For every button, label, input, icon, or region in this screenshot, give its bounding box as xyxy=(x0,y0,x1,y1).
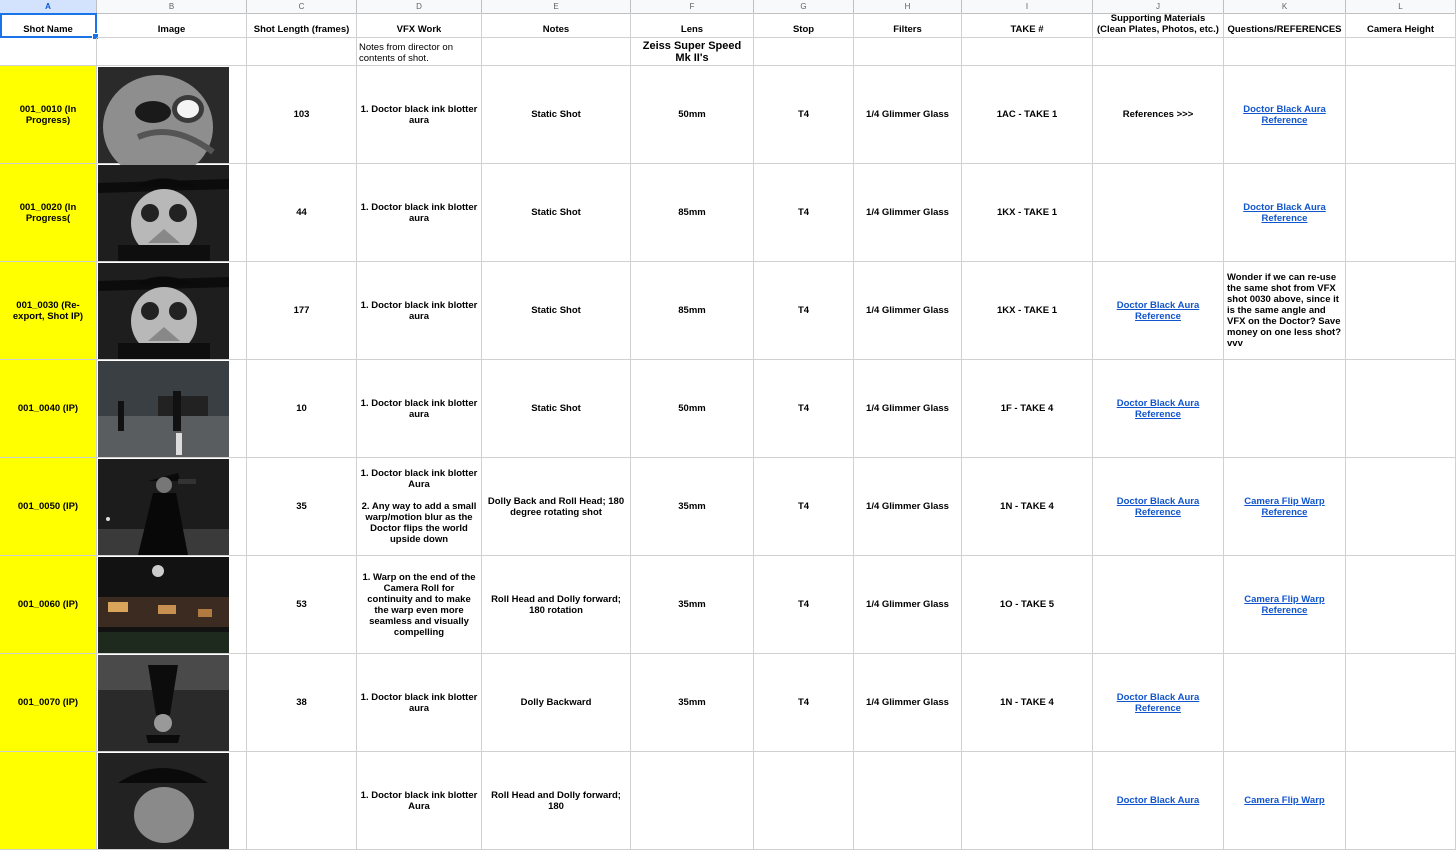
image-cell[interactable] xyxy=(97,360,247,458)
notes-cell[interactable] xyxy=(482,752,631,850)
supporting-link[interactable]: Doctor Black Aura Reference xyxy=(1116,495,1200,518)
filter-value: 1/4 Glimmer Glass xyxy=(866,207,949,218)
shot-length-cell[interactable] xyxy=(247,360,357,458)
supporting-cell[interactable] xyxy=(1093,360,1224,458)
vfx-work-item: 1. Doctor black ink blotter Aura xyxy=(360,789,478,812)
shot-length-cell[interactable] xyxy=(247,458,357,556)
vfx-work-cell[interactable] xyxy=(357,164,482,262)
table-row xyxy=(0,458,1456,556)
column-letter-j[interactable]: J xyxy=(1093,0,1224,13)
stop-value: T4 xyxy=(797,697,810,708)
shot-name-cell[interactable] xyxy=(0,360,97,458)
header-shot-name-label: Shot Name xyxy=(23,24,73,35)
vfx-work-cell[interactable] xyxy=(357,458,482,556)
lens-cell[interactable] xyxy=(631,360,754,458)
sub-cell-i[interactable] xyxy=(962,38,1093,66)
notes-text: Roll Head and Dolly forward; 180 rotation xyxy=(491,593,621,616)
column-letter-c[interactable]: C xyxy=(247,0,357,13)
header-camera-height[interactable]: Camera Height xyxy=(1346,13,1456,38)
vfx-work-cell[interactable] xyxy=(357,752,482,850)
column-letter-a[interactable]: A xyxy=(0,0,97,13)
sub-lens-note[interactable]: Zeiss Super Speed Mk II's xyxy=(631,38,754,66)
shot-name: 001_0050 (IP) xyxy=(17,501,79,512)
take-value: 1N - TAKE 4 xyxy=(1000,697,1054,708)
header-notes[interactable]: Notes xyxy=(482,13,631,38)
shot-length: 53 xyxy=(296,599,307,610)
lens-cell[interactable] xyxy=(631,654,754,752)
vfx-work-cell[interactable] xyxy=(357,360,482,458)
shot-name-cell[interactable] xyxy=(0,556,97,654)
take-value: 1KX - TAKE 1 xyxy=(996,305,1057,316)
shot-length: 10 xyxy=(296,403,307,414)
table-row xyxy=(0,654,1456,752)
vfx-work-item: 1. Warp on the end of the Camera Roll for continuity and to make the warp even more seamless and visually compelling xyxy=(362,571,476,638)
vfx-work-item: 1. Doctor black ink blotter aura xyxy=(360,397,478,420)
thumbnail-image xyxy=(98,459,229,555)
lens-value: 50mm xyxy=(678,403,706,414)
column-letter-g[interactable]: G xyxy=(754,0,854,13)
stop-cell[interactable] xyxy=(754,262,854,360)
filters-cell[interactable] xyxy=(854,654,962,752)
notes-text: Static Shot xyxy=(531,207,581,218)
column-letter-h[interactable]: H xyxy=(854,0,962,13)
shot-name-cell[interactable] xyxy=(0,262,97,360)
filters-cell[interactable] xyxy=(854,262,962,360)
vfx-work-cell[interactable] xyxy=(357,654,482,752)
lens-value: 35mm xyxy=(678,501,706,512)
stop-value: T4 xyxy=(797,109,810,120)
header-image[interactable]: Image xyxy=(97,13,247,38)
camera-height-cell[interactable] xyxy=(1346,458,1456,556)
filters-cell[interactable] xyxy=(854,458,962,556)
image-cell[interactable] xyxy=(97,164,247,262)
questions-link[interactable]: Camera Flip Warp Reference xyxy=(1244,593,1325,616)
questions-link[interactable]: Camera Flip Warp Reference xyxy=(1244,495,1325,518)
shot-length: 35 xyxy=(296,501,307,512)
notes-cell[interactable] xyxy=(482,66,631,164)
shot-thumbnail[interactable] xyxy=(98,165,229,261)
shot-length-cell[interactable] xyxy=(247,164,357,262)
image-cell[interactable] xyxy=(97,556,247,654)
shot-length: 177 xyxy=(293,305,310,316)
lens-cell[interactable] xyxy=(631,164,754,262)
sub-cell-e[interactable] xyxy=(482,38,631,66)
filters-cell[interactable] xyxy=(854,66,962,164)
shot-name: 001_0020 (In Progress( xyxy=(19,201,77,224)
shot-name: 001_0070 (IP) xyxy=(17,697,79,708)
supporting-link[interactable]: Doctor Black Aura Reference xyxy=(1116,691,1200,714)
shot-name: 001_0010 (In Progress) xyxy=(19,103,77,126)
supporting-cell[interactable] xyxy=(1093,66,1224,164)
questions-cell[interactable] xyxy=(1224,164,1346,262)
questions-text: Wonder if we can re-use the same shot from VFX shot 0030 above, since it is the same angle and VFX on the Doctor? Save money on one less shot? vvv xyxy=(1227,272,1342,349)
thumbnail-image xyxy=(98,655,229,751)
header-take[interactable]: TAKE # xyxy=(962,13,1093,38)
shot-length-cell[interactable] xyxy=(247,556,357,654)
lens-cell[interactable] xyxy=(631,458,754,556)
sub-cell-c[interactable] xyxy=(247,38,357,66)
sub-vfx-note[interactable]: Notes from director on contents of shot. xyxy=(357,38,482,66)
shot-length: 103 xyxy=(293,109,310,120)
questions-cell[interactable] xyxy=(1224,360,1346,458)
notes-text: Dolly Back and Roll Head; 180 degree rotating shot xyxy=(487,495,625,518)
stop-cell[interactable] xyxy=(754,654,854,752)
header-vfx-work[interactable]: VFX Work xyxy=(357,13,482,38)
notes-cell[interactable] xyxy=(482,556,631,654)
notes-cell[interactable] xyxy=(482,360,631,458)
lens-cell[interactable] xyxy=(631,262,754,360)
stop-value: T4 xyxy=(797,305,810,316)
filters-cell[interactable] xyxy=(854,752,962,850)
take-value: 1N - TAKE 4 xyxy=(1000,501,1054,512)
notes-text: Static Shot xyxy=(531,403,581,414)
header-questions[interactable]: Questions/REFERENCES xyxy=(1224,13,1346,38)
shot-thumbnail[interactable] xyxy=(98,67,229,163)
notes-text: Dolly Backward xyxy=(520,697,592,708)
supporting-text: References >>> xyxy=(1122,109,1194,120)
header-supporting[interactable]: Supporting Materials (Clean Plates, Photos, etc.) xyxy=(1093,13,1224,38)
notes-text: Roll Head and Dolly forward; 180 xyxy=(491,789,621,812)
shot-thumbnail[interactable] xyxy=(98,753,229,849)
column-letter-d[interactable]: D xyxy=(357,0,482,13)
stop-cell[interactable] xyxy=(754,752,854,850)
column-letter-l[interactable]: L xyxy=(1346,0,1456,13)
shot-name-cell[interactable] xyxy=(0,752,97,850)
stop-value: T4 xyxy=(797,207,810,218)
questions-cell[interactable] xyxy=(1224,458,1346,556)
questions-cell[interactable] xyxy=(1224,66,1346,164)
take-value: 1KX - TAKE 1 xyxy=(996,207,1057,218)
sub-cell-j[interactable] xyxy=(1093,38,1224,66)
stop-cell[interactable] xyxy=(754,66,854,164)
lens-value: 50mm xyxy=(678,109,706,120)
filter-value: 1/4 Glimmer Glass xyxy=(866,403,949,414)
supporting-link[interactable]: Doctor Black Aura Reference xyxy=(1116,397,1200,420)
shot-thumbnail[interactable] xyxy=(98,655,229,751)
header-shot-length[interactable]: Shot Length (frames) xyxy=(247,13,357,38)
header-shot-name[interactable] xyxy=(0,13,97,38)
take-value: 1F - TAKE 4 xyxy=(1000,403,1054,414)
notes-cell[interactable] xyxy=(482,262,631,360)
thumbnail-image xyxy=(98,67,229,163)
lens-value: 35mm xyxy=(678,697,706,708)
take-cell[interactable] xyxy=(962,262,1093,360)
filter-value: 1/4 Glimmer Glass xyxy=(866,697,949,708)
table-row xyxy=(0,66,1456,164)
supporting-cell[interactable] xyxy=(1093,654,1224,752)
shot-thumbnail[interactable] xyxy=(98,361,229,457)
image-cell[interactable] xyxy=(97,66,247,164)
thumbnail-image xyxy=(98,263,229,359)
table-row xyxy=(0,262,1456,360)
thumbnail-image xyxy=(98,165,229,261)
shot-length-cell[interactable] xyxy=(247,752,357,850)
camera-height-cell[interactable] xyxy=(1346,164,1456,262)
shot-thumbnail[interactable] xyxy=(98,459,229,555)
stop-value: T4 xyxy=(797,599,810,610)
stop-value: T4 xyxy=(797,501,810,512)
vfx-work-item: 1. Doctor black ink blotter aura xyxy=(360,299,478,322)
vfx-work-item: 1. Doctor black ink blotter Aura xyxy=(360,468,478,490)
shot-length: 38 xyxy=(296,697,307,708)
filter-value: 1/4 Glimmer Glass xyxy=(866,109,949,120)
shot-name: 001_0060 (IP) xyxy=(17,599,79,610)
table-row xyxy=(0,360,1456,458)
column-letter-b[interactable]: B xyxy=(97,0,247,13)
filters-cell[interactable] xyxy=(854,164,962,262)
questions-cell[interactable] xyxy=(1224,262,1346,360)
header-stop[interactable]: Stop xyxy=(754,13,854,38)
questions-cell[interactable] xyxy=(1224,752,1346,850)
shot-name-cell[interactable] xyxy=(0,66,97,164)
take-cell[interactable] xyxy=(962,556,1093,654)
take-value: 1O - TAKE 5 xyxy=(999,599,1055,610)
filter-value: 1/4 Glimmer Glass xyxy=(866,305,949,316)
column-letter-f[interactable]: F xyxy=(631,0,754,13)
shot-length-cell[interactable] xyxy=(247,262,357,360)
camera-height-cell[interactable] xyxy=(1346,752,1456,850)
stop-cell[interactable] xyxy=(754,164,854,262)
lens-cell[interactable] xyxy=(631,66,754,164)
shot-name-cell[interactable] xyxy=(0,654,97,752)
take-cell[interactable] xyxy=(962,164,1093,262)
filters-cell[interactable] xyxy=(854,556,962,654)
shot-name: 001_0030 (Re-export, Shot IP) xyxy=(12,299,84,322)
column-letter-i[interactable]: I xyxy=(962,0,1093,13)
vfx-work-item: 1. Doctor black ink blotter aura xyxy=(360,201,478,224)
take-cell[interactable] xyxy=(962,458,1093,556)
supporting-link[interactable]: Doctor Black Aura Reference xyxy=(1116,299,1200,322)
supporting-cell[interactable] xyxy=(1093,752,1224,850)
table-row xyxy=(0,556,1456,654)
header-filters[interactable]: Filters xyxy=(854,13,962,38)
sub-cell-k[interactable] xyxy=(1224,38,1346,66)
subheader-row xyxy=(0,38,1456,66)
stop-cell[interactable] xyxy=(754,458,854,556)
header-lens[interactable]: Lens xyxy=(631,13,754,38)
camera-height-cell[interactable] xyxy=(1346,556,1456,654)
take-value: 1AC - TAKE 1 xyxy=(996,109,1058,120)
camera-height-cell[interactable] xyxy=(1346,360,1456,458)
sub-cell-h[interactable] xyxy=(854,38,962,66)
lens-value: 35mm xyxy=(678,599,706,610)
thumbnail-image xyxy=(98,361,229,457)
sub-cell-b[interactable] xyxy=(97,38,247,66)
image-cell[interactable] xyxy=(97,654,247,752)
questions-link[interactable]: Doctor Black Aura Reference xyxy=(1243,103,1326,126)
notes-cell[interactable] xyxy=(482,164,631,262)
shot-length-cell[interactable] xyxy=(247,66,357,164)
lens-value: 85mm xyxy=(678,305,706,316)
questions-link[interactable]: Doctor Black Aura Reference xyxy=(1243,201,1326,224)
image-cell[interactable] xyxy=(97,262,247,360)
take-cell[interactable] xyxy=(962,654,1093,752)
shot-name-cell[interactable] xyxy=(0,458,97,556)
sub-cell-g[interactable] xyxy=(754,38,854,66)
notes-text: Static Shot xyxy=(531,109,581,120)
filter-value: 1/4 Glimmer Glass xyxy=(866,501,949,512)
supporting-cell[interactable] xyxy=(1093,458,1224,556)
questions-link[interactable]: Camera Flip Warp xyxy=(1244,795,1325,806)
thumbnail-image xyxy=(98,557,229,653)
vfx-work-item: 2. Any way to add a small warp/motion blur as the Doctor flips the world upside down xyxy=(361,501,477,545)
vfx-work-cell[interactable] xyxy=(357,262,482,360)
shot-thumbnail[interactable] xyxy=(98,263,229,359)
stop-cell[interactable] xyxy=(754,556,854,654)
take-cell[interactable] xyxy=(962,752,1093,850)
vfx-work-item: 1. Doctor black ink blotter aura xyxy=(360,103,478,126)
image-cell[interactable] xyxy=(97,752,247,850)
thumbnail-image xyxy=(98,753,229,849)
stop-cell[interactable] xyxy=(754,360,854,458)
notes-text: Static Shot xyxy=(531,305,581,316)
sub-cell-a[interactable] xyxy=(0,38,97,66)
camera-height-cell[interactable] xyxy=(1346,66,1456,164)
shot-name: 001_0040 (IP) xyxy=(17,403,79,414)
lens-cell[interactable] xyxy=(631,752,754,850)
vfx-work-item: 1. Doctor black ink blotter aura xyxy=(360,691,478,714)
filters-cell[interactable] xyxy=(854,360,962,458)
lens-value: 85mm xyxy=(678,207,706,218)
column-letter-k[interactable]: K xyxy=(1224,0,1346,13)
shot-name-cell[interactable] xyxy=(0,164,97,262)
supporting-link[interactable]: Doctor Black Aura xyxy=(1116,795,1200,806)
table-row xyxy=(0,752,1456,850)
supporting-cell[interactable] xyxy=(1093,164,1224,262)
table-row xyxy=(0,164,1456,262)
notes-cell[interactable] xyxy=(482,654,631,752)
supporting-cell[interactable] xyxy=(1093,262,1224,360)
take-cell[interactable] xyxy=(962,360,1093,458)
take-cell[interactable] xyxy=(962,66,1093,164)
supporting-cell[interactable] xyxy=(1093,556,1224,654)
questions-cell[interactable] xyxy=(1224,654,1346,752)
image-cell[interactable] xyxy=(97,458,247,556)
shot-length-cell[interactable] xyxy=(247,654,357,752)
camera-height-cell[interactable] xyxy=(1346,262,1456,360)
sub-cell-l[interactable] xyxy=(1346,38,1456,66)
questions-cell[interactable] xyxy=(1224,556,1346,654)
column-letter-header xyxy=(0,0,1456,14)
stop-value: T4 xyxy=(797,403,810,414)
notes-cell[interactable] xyxy=(482,458,631,556)
shot-length: 44 xyxy=(296,207,307,218)
camera-height-cell[interactable] xyxy=(1346,654,1456,752)
shot-thumbnail[interactable] xyxy=(98,557,229,653)
vfx-work-cell[interactable] xyxy=(357,556,482,654)
header-row xyxy=(0,13,1456,38)
lens-cell[interactable] xyxy=(631,556,754,654)
filter-value: 1/4 Glimmer Glass xyxy=(866,599,949,610)
vfx-work-cell[interactable] xyxy=(357,66,482,164)
column-letter-e[interactable]: E xyxy=(482,0,631,13)
